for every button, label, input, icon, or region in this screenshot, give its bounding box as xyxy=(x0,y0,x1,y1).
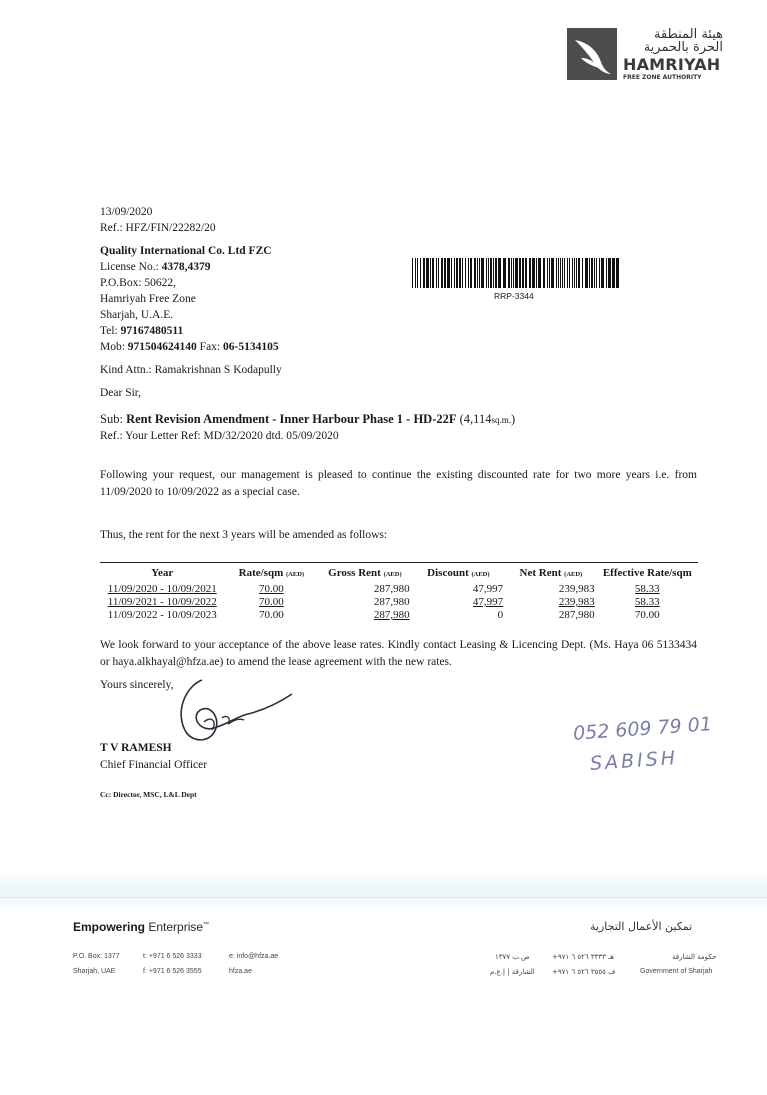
col-year-header: Year xyxy=(100,563,224,584)
pobox-line: P.O.Box: 50622, xyxy=(100,277,177,289)
table-row: 11/09/2022 - 10/09/2023 70.00 287,980 0 287,980 70.00 xyxy=(107,609,660,621)
salutation: Dear Sir, xyxy=(100,387,142,399)
footer-gov: Government of Sharjah xyxy=(640,968,713,975)
body-paragraph-1: Following your request, our management is pleased to continue the existing discounted rate for two more years i.e. from 11/09/2020 to 10/09/2022 as a special case. xyxy=(100,469,697,498)
body-paragraph-3: We look forward to your acceptance of the above lease rates. Kindly contact Leasing & Licencing Dept. (Ms. Haya 06 5133434 or haya.alkhayal@hfza.ae) to amend the lease agreement with the new rates. xyxy=(100,639,697,668)
table-row: 11/09/2021 - 10/09/2022 70.00 287,980 47,997 239,983 58.33 xyxy=(107,596,660,608)
bird-emblem-icon xyxy=(567,28,617,80)
signer-name: T V RAMESH xyxy=(100,742,172,754)
handwritten-name: SABISH xyxy=(589,746,679,776)
fax-number: 06-5134105 xyxy=(223,341,279,353)
footer-arabic-tel: هـ ٣٣٣٣ ٥٢٦ ٦ ٩٧١+ xyxy=(552,953,614,961)
tel-line: Tel: 97167480511 xyxy=(100,325,184,337)
col-gross-header: Gross Rent (AED) xyxy=(318,563,411,584)
col-effective-header: Effective Rate/sqm xyxy=(597,563,698,584)
company-name: Quality International Co. Ltd FZC xyxy=(100,245,272,257)
footer-band xyxy=(0,872,767,912)
subject-text: Rent Revision Amendment - Inner Harbour Phase 1 - HD-22F xyxy=(126,412,457,426)
tel-number: 97167480511 xyxy=(120,325,184,337)
footer-arabic-gov: حكومة الشارقة xyxy=(672,953,717,961)
letter-ref: Ref.: HFZ/FIN/22282/20 xyxy=(100,222,216,234)
footer-city: Sharjah, UAE xyxy=(73,968,116,975)
footer-arabic-city: الشارقة | إ.ع.م xyxy=(490,968,535,976)
col-rate-header: Rate/sqm (AED) xyxy=(224,563,318,584)
footer-web: hfza.ae xyxy=(229,968,252,975)
mob-fax-line: Mob: 971504624140 Fax: 06-5134105 xyxy=(100,341,279,353)
address-line-2: Sharjah, U.A.E. xyxy=(100,309,174,321)
logo-arabic-line1: هيئة المنطقة xyxy=(653,27,723,42)
footer-fax: f: +971 6 526 3555 xyxy=(143,968,202,975)
footer-arabic-tagline: تمكين الأعمال التجارية xyxy=(590,920,693,933)
table-header-row xyxy=(100,563,698,584)
subject-line: Sub: Rent Revision Amendment - Inner Harbour Phase 1 - HD-22F (4,114sq.m.) xyxy=(100,412,516,426)
footer-tagline: Empowering Enterprise™ xyxy=(73,920,210,934)
rent-table xyxy=(100,562,698,622)
barcode-label: RRP-3344 xyxy=(494,291,534,301)
letter-date: 13/09/2020 xyxy=(100,206,153,218)
hamriyah-logo xyxy=(567,28,727,86)
signer-title: Chief Financial Officer xyxy=(100,759,208,771)
logo-subtitle: FREE ZONE AUTHORITY xyxy=(623,74,702,81)
table-row: 11/09/2020 - 10/09/2021 70.00 287,980 47,997 239,983 58.33 xyxy=(107,583,660,595)
attention-line: Kind Attn.: Ramakrishnan S Kodapully xyxy=(100,364,282,376)
closing: Yours sincerely, xyxy=(100,679,174,691)
footer-arabic-pobox: ص.ب ١٣٧٧ xyxy=(495,953,530,961)
logo-arabic-line2: الحرة بالحمرية xyxy=(643,40,723,55)
body-paragraph-2: Thus, the rent for the next 3 years will be amended as follows: xyxy=(100,529,388,541)
footer-arabic-fax: ف ٣٥٥٥ ٥٢٦ ٦ ٩٧١+ xyxy=(552,968,616,976)
address-line-1: Hamriyah Free Zone xyxy=(100,293,196,305)
footer-tel: t: +971 6 526 3333 xyxy=(143,953,202,960)
license-number: 4378,4379 xyxy=(161,261,211,273)
logo-name: HAMRIYAH xyxy=(623,55,721,74)
license-line: License No.: 4378,4379 xyxy=(100,261,211,273)
barcode-icon xyxy=(410,258,622,288)
footer-divider xyxy=(0,897,767,898)
handwritten-phone: 052 609 79 01 xyxy=(572,713,713,745)
cc-line: Cc: Director, MSC, L&L Dept xyxy=(100,790,197,799)
your-ref-line: Ref.: Your Letter Ref: MD/32/2020 dtd. 05/09/2020 xyxy=(100,430,339,442)
signature-icon xyxy=(168,672,298,747)
col-discount-header: Discount (AED) xyxy=(412,563,506,584)
col-net-header: Net Rent (AED) xyxy=(505,563,596,584)
footer-pobox: P.O. Box: 1377 xyxy=(73,953,120,960)
mob-number: 971504624140 xyxy=(127,341,197,353)
footer-email: e: info@hfza.ae xyxy=(229,953,279,960)
